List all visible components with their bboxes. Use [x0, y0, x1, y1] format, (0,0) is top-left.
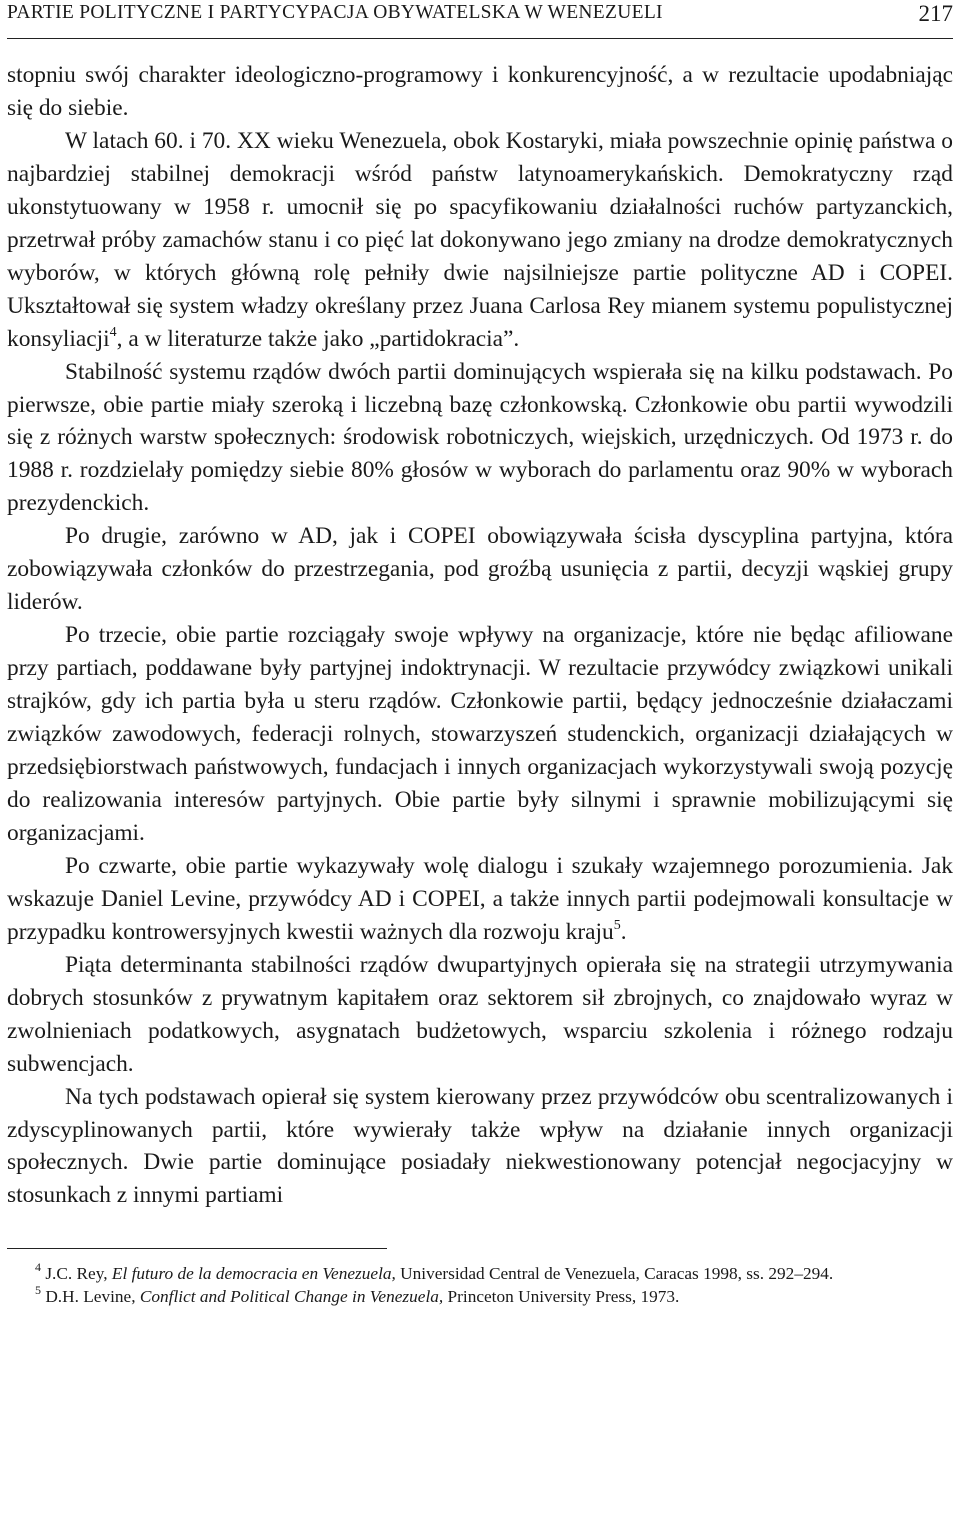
footnotes: [7, 1260, 953, 1308]
paragraph-venezuela-stability: [7, 125, 953, 356]
paragraph-fifth-pillar: Piąta determinanta stabilności rządów dwupartyjnych opierała się na strategii utrzymywania dobrych stosunków z prywatnym kapitałem oraz sektorem sił zbrojnych, co znajdowało wyraz w zwolnieniach podatkowych, asygnatach budżetowych, wsparciu szkolenia i różnego rodzaju subwencjach.: [7, 951, 953, 1077]
footnote-publisher: Princeton University Press, 1973.: [443, 1286, 680, 1306]
footnote-divider: [7, 1248, 387, 1249]
footnote-publisher: Universidad Central de Venezuela, Caracas 1998, ss. 292–294.: [395, 1264, 834, 1284]
footnote-author: J.C. Rey,: [41, 1264, 112, 1284]
paragraph-text: Po czwarte, obie partie wykazywały wolę dialogu i szukały wzajemnego porozumienia. Jak wskazuje Daniel Levine, przywódcy AD i COPEI, a także innych partii podejmowali konsultacje w przypadku kontrowersyjnych kwestii ważnych dla rozwoju kraju: [7, 852, 953, 945]
footnote-4: [7, 1260, 953, 1286]
document-page: [7, 0, 953, 1308]
page-number: 217: [918, 1, 953, 26]
footnote-number: 4: [35, 1260, 41, 1275]
footnote-5: [7, 1282, 953, 1309]
footnote-ref-4[interactable]: 4: [109, 324, 117, 340]
running-header: [7, 0, 953, 39]
paragraph-first-pillar: Stabilność systemu rządów dwóch partii dominujących wspierała się na kilku podstawach. Po pierwsze, obie partie miały szeroką i liczebną bazę członkowską. Członkowie obu partii wywodzili się z różnych warstw społecznych: środowisk robotniczych, wiejskich, urzędniczych. Od 1973 r. do 1988 r. rozdzielały pomiędzy siebie 80% głosów w wyborach do parlamentu oraz 90% w wyborach prezydenckich.: [7, 358, 953, 517]
body-text: [7, 59, 953, 1212]
footnote-author: D.H. Levine,: [41, 1286, 140, 1306]
running-title: PARTIE POLITYCZNE I PARTYCYPACJA OBYWATELSKA W WENEZUELI: [7, 2, 663, 23]
paragraph-third-pillar: Po trzecie, obie partie rozciągały swoje wpływy na organizacje, które nie będąc afiliowane przy partiach, poddawane były partyjnej indoktrynacji. W rezultacie przywódcy związkowi unikali strajków, gdy ich partia była u steru rządów. Członkowie partii, będący jednocześnie działaczami związków zawodowych, federacji rolnych, stowarzyszeń studenckich, organizacji działających w przedsiębiorstwach państwowych, fundacjach i innych organizacjach wykorzystywali swoją pozycję do realizowania interesów partyjnych. Obie partie były silnymi i sprawnie mobilizującymi się organizacjami.: [7, 622, 953, 846]
paragraph-system-summary: Na tych podstawach opierał się system kierowany przez przywódców obu scentralizowanych i zdyscyplinowanych partii, które wywierały także wpływ na działanie innych organizacji społecznych. Dwie partie dominujące posiadały niekwestionowany potencjał negocjacyjny w stosunkach z innymi partiami: [7, 1083, 953, 1209]
footnote-title: El futuro de la democracia en Venezuela,: [111, 1264, 396, 1284]
paragraph-text: .: [620, 918, 627, 945]
paragraph-fourth-pillar: [7, 850, 953, 949]
footnote-title: Conflict and Political Change in Venezuela,: [139, 1286, 444, 1306]
paragraph-text: , a w literaturze także jako „partidokracia”.: [116, 325, 520, 352]
paragraph-second-pillar: Po drugie, zarówno w AD, jak i COPEI obowiązywała ścisła dyscyplina partyjna, która zobowiązywała członków do przestrzegania, pod groźbą usunięcia z partii, decyzji wąskiej grupy liderów.: [7, 523, 953, 616]
paragraph-continuation: stopniu swój charakter ideologiczno-programowy i konkurencyjność, a w rezultacie upodabniając się do siebie.: [7, 62, 953, 121]
footnote-ref-5[interactable]: 5: [613, 917, 621, 933]
footnote-number: 5: [35, 1282, 41, 1297]
paragraph-text: W latach 60. i 70. XX wieku Wenezuela, obok Kostaryki, miała powszechnie opinię państwa o najbardziej stabilnej demokracji wśród państw latynoamerykańskich. Demokratyczny rząd ukonstytuowany w 1958 r. umocnił się po spacyfikowaniu działalności ruchów partyzanckich, przetrwał próby zamachów stanu i co pięć lat dokonywano jego zmiany na drodze demokratycznych wyborów, w których główną rolę pełniły dwie najsilniejsze partie polityczne AD i COPEI. Ukształtował się system władzy określany przez Juana Carlosa Rey mianem systemu populistycznej konsyliacji: [7, 127, 953, 352]
